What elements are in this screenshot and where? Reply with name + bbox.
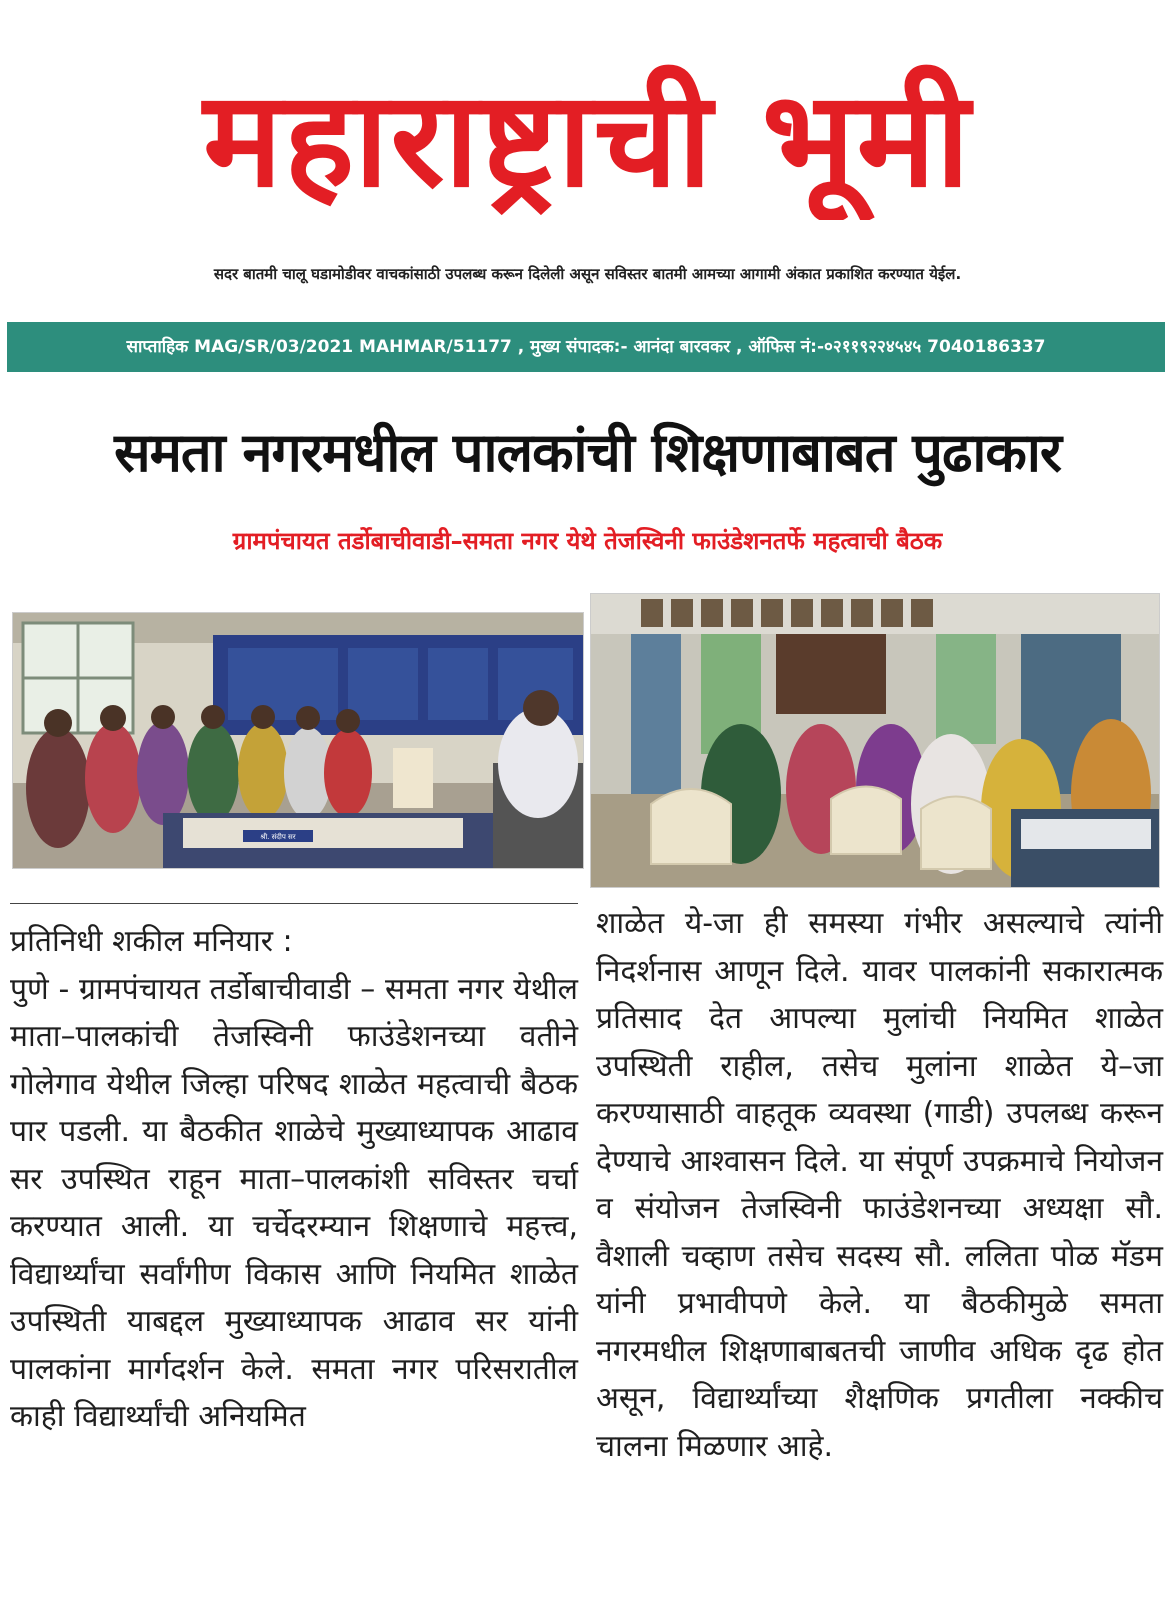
article-byline: प्रतिनिधी शकील मनियार : <box>10 924 293 959</box>
article-headline: समता नगरमधील पालकांची शिक्षणाबाबत पुढाकार <box>114 421 1061 484</box>
newspaper-masthead: महाराष्ट्राची भूमी <box>203 63 972 217</box>
column-divider <box>10 903 578 904</box>
masthead-tagline: सदर बातमी चालू घडामोडीवर वाचकांसाठी उपलब्ध करून दिलेली असून सविस्तर बातमी आमच्या आगामी अंकात प्रकाशित करण्यात येईल. <box>213 265 962 283</box>
article-body-right: शाळेत ये-जा ही समस्या गंभीर असल्याचे त्यांनी निदर्शनास आणून दिले. यावर पालकांनी सकारात्मक प्रतिसाद देत आपल्या मुलांची नियमित शाळेत उपस्थिती राहील, तसेच मुलांना शाळेत ये–जा करण्यासाठी वाहतूक व्यवस्था (गाडी) उपलब्ध करून देण्याचे आश्वासन दिले. या संपूर्ण उपक्रमाचे नियोजन व संयोजन तेजस्विनी फाउंडेशनच्या अध्यक्षा सौ. वैशाली चव्हाण तसेच सदस्य सौ. ललिता पोळ मॅडम यांनी प्रभावीपणे केले. या बैठकीमुळे समता नगरमधील शिक्षणाबाबतची जाणीव अधिक दृढ होत असून, विद्यार्थ्यांच्या शैक्षणिक प्रगतीला नक्कीच चालना मिळणार आहे. <box>596 906 1163 1464</box>
article-subheadline: ग्रामपंचायत तर्डोबाचीवाडी–समता नगर येथे तेजस्विनी फाउंडेशनतर्फे महत्वाची बैठक <box>232 527 943 555</box>
article-body-left: पुणे - ग्रामपंचायत तर्डोबाचीवाडी – समता नगर येथील माता–पालकांची तेजस्विनी फाउंडेशनच्या वतीने गोलेगाव येथील जिल्हा परिषद शाळेत महत्वाची बैठक पार पडली. या बैठकीत शाळेचे मुख्याध्यापक आढाव सर उपस्थित राहून माता–पालकांशी सविस्तर चर्चा करण्यात आली. या चर्चेदरम्यान शिक्षणाचे महत्त्व, विद्यार्थ्यांचा सर्वांगीण विकास आणि नियमित शाळेत उपस्थिती याबद्दल मुख्याध्यापक आढाव सर यांनी पालकांना मार्गदर्शन केले. समता नगर परिसरातील काही विद्यार्थ्यांची अनियमित <box>10 971 578 1434</box>
article-column-left <box>10 918 578 1441</box>
meeting-photo-right <box>590 593 1160 888</box>
article-column-right <box>596 900 1163 1470</box>
publication-info-bar: साप्ताहिक MAG/SR/03/2021 MAHMAR/51177 , मुख्य संपादक:- आनंदा बारवकर , ऑफिस नं:-०२११९२२४५४५ 7040186337 <box>7 322 1165 372</box>
desk-nameplate: श्री. संदीप सर <box>260 833 296 841</box>
meeting-photo-left <box>12 612 584 869</box>
